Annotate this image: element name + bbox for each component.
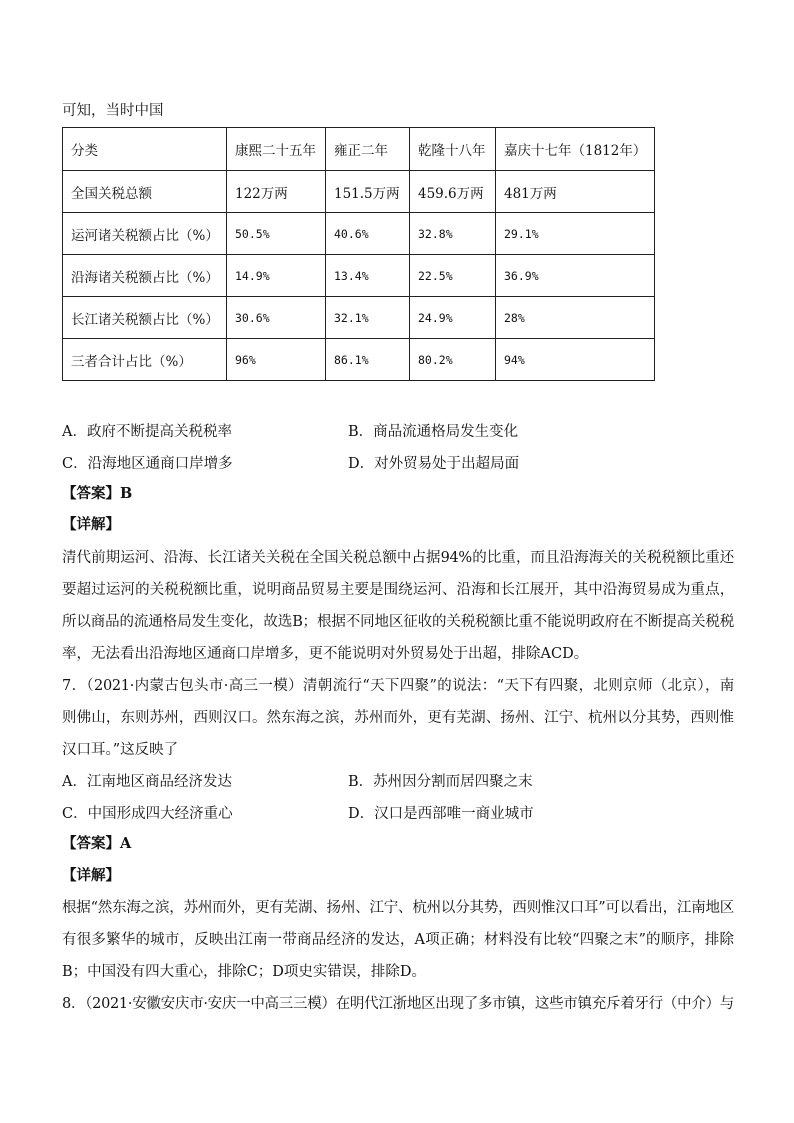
q6-detail-label: 【详解】 <box>62 516 120 533</box>
table-cell: 14.9% <box>227 255 326 297</box>
q6-answer: 【答案】B <box>62 485 133 502</box>
q7-option-b: B．苏州因分割而居四聚之末 <box>348 774 533 790</box>
table-cell: 36.9% <box>496 255 655 297</box>
q7-detail-line: 根据“然东海之滨，苏州而外，更有芜湖、扬州、江宁、杭州以分其势，西则惟汉口耳”可以看出，江南地区 <box>62 900 734 916</box>
table-cell: 22.5% <box>410 255 496 297</box>
table-cell: 459.6万两 <box>410 171 496 213</box>
table-row <box>63 171 655 213</box>
table-cell: 94% <box>496 339 655 381</box>
q7-detail-label: 【详解】 <box>62 867 120 884</box>
q6-detail-line: 要超过运河的关税税额比重，说明商品贸易主要是围绕运河、沿海和长江展开，其中沿海贸易成为重点， <box>62 582 734 598</box>
q7-answer: 【答案】A <box>62 835 132 852</box>
q6-detail-line: 清代前期运河、沿海、长江诸关关税在全国关税总额中占据94%的比重，而且沿海海关的关税税额比重还 <box>62 550 734 566</box>
table-cell: 122万两 <box>227 171 326 213</box>
table-cell: 40.6% <box>326 213 410 255</box>
q8-stem-line: 8．（2021·安徽安庆市·安庆一中高三三模）在明代江浙地区出现了多市镇，这些市镇充斥着牙行（中介）与 <box>62 996 734 1012</box>
table-body <box>63 128 655 381</box>
table-row-label: 全国关税总额 <box>63 171 227 213</box>
table-cell: 32.1% <box>326 297 410 339</box>
table-row <box>63 255 655 297</box>
q6-option-c: C．沿海地区通商口岸增多 <box>62 456 233 472</box>
table-cell: 30.6% <box>227 297 326 339</box>
q7-stem-line: 汉口耳。”这反映了 <box>62 742 179 758</box>
table-row-label: 三者合计占比（%） <box>63 339 227 381</box>
table-cell: 50.5% <box>227 213 326 255</box>
table-row <box>63 297 655 339</box>
table-cell: 13.4% <box>326 255 410 297</box>
q7-option-a: A．江南地区商品经济发达 <box>62 774 232 790</box>
table-header-cell: 雍正二年 <box>326 128 410 171</box>
table-cell: 28% <box>496 297 655 339</box>
table-cell: 32.8% <box>410 213 496 255</box>
table-row-label: 沿海诸关税额占比（%） <box>63 255 227 297</box>
table-cell: 24.9% <box>410 297 496 339</box>
table-cell: 96% <box>227 339 326 381</box>
q6-detail-line: 所以商品的流通格局发生变化，故选B；根据不同地区征收的关税税额比重不能说明政府在不断提高关税税 <box>62 614 734 630</box>
q6-option-d: D．对外贸易处于出超局面 <box>348 456 520 472</box>
table-header-cell: 分类 <box>63 128 227 171</box>
table-header-cell: 嘉庆十七年（1812年） <box>496 128 655 171</box>
q6-option-b: B．商品流通格局发生变化 <box>348 424 519 440</box>
table-cell: 80.2% <box>410 339 496 381</box>
table-row-label: 长江诸关税额占比（%） <box>63 297 227 339</box>
table-header-row <box>63 128 655 171</box>
table-row-label: 运河诸关税额占比（%） <box>63 213 227 255</box>
table-cell: 151.5万两 <box>326 171 410 213</box>
table-header-cell: 乾隆十八年 <box>410 128 496 171</box>
q6-option-a: A．政府不断提高关税税率 <box>62 424 232 440</box>
q7-option-c: C．中国形成四大经济重心 <box>62 806 233 822</box>
q7-detail-line: B；中国没有四大重心，排除C；D项史实错误，排除D。 <box>62 964 426 980</box>
q7-detail-line: 有很多繁华的城市，反映出江南一带商品经济的发达，A项正确；材料没有比较“四聚之末”的顺序，排除 <box>62 932 734 948</box>
q6-detail-line: 率，无法看出沿海地区通商口岸增多，更不能说明对外贸易处于出超，排除ACD。 <box>62 646 589 662</box>
q7-stem-line: 则佛山，东则苏州，西则汉口。然东海之滨，苏州而外，更有芜湖、扬州、江宁、杭州以分其势，西则惟 <box>62 710 734 726</box>
customs-tax-table <box>62 127 655 381</box>
table-cell: 86.1% <box>326 339 410 381</box>
table-row <box>63 339 655 381</box>
q7-stem-line: 7．（2021·内蒙古包头市·高三一模）清朝流行“天下四聚”的说法：“天下有四聚，北则京师（北京），南 <box>62 678 734 694</box>
intro-text: 可知，当时中国 <box>62 103 164 119</box>
table-cell: 481万两 <box>496 171 655 213</box>
table-cell: 29.1% <box>496 213 655 255</box>
table-header-cell: 康熙二十五年 <box>227 128 326 171</box>
table-row <box>63 213 655 255</box>
q7-option-d: D．汉口是西部唯一商业城市 <box>348 806 534 822</box>
